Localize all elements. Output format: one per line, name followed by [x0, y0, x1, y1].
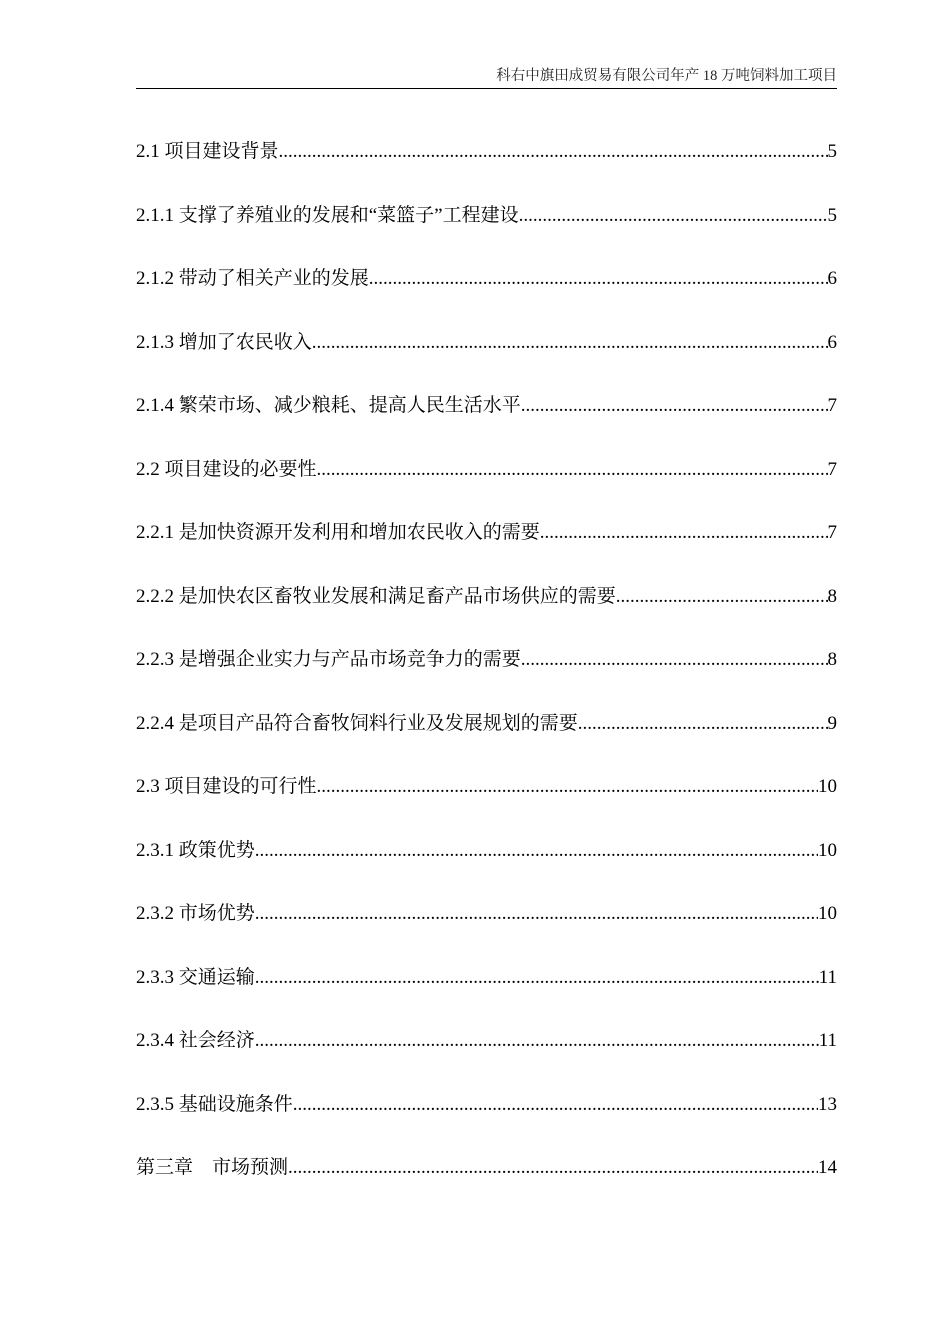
toc-entry-label: 第三章 市场预测 — [136, 1157, 289, 1178]
toc-dot-leader — [279, 135, 828, 169]
toc-entry-label: 2.3.2 市场优势 — [136, 903, 255, 924]
toc-dot-leader — [255, 897, 818, 931]
toc-page-number: 10 — [818, 839, 837, 861]
toc-page-number: 7 — [827, 395, 837, 416]
toc-entry[interactable] — [136, 389, 837, 453]
toc-page-number: 5 — [827, 141, 837, 162]
toc-entry-chapter[interactable] — [136, 1151, 837, 1215]
toc-page-number: 14 — [818, 1157, 837, 1178]
toc-dot-leader — [519, 199, 828, 233]
toc-dot-leader — [540, 516, 828, 550]
toc-entry[interactable] — [136, 834, 837, 898]
toc-entry[interactable] — [136, 1024, 837, 1088]
toc-entry[interactable] — [136, 643, 837, 707]
toc-entry-label: 2.1.4 繁荣市场、减少粮耗、提高人民生活水平 — [136, 395, 521, 416]
toc-dot-leader — [317, 770, 818, 804]
toc-dot-leader — [369, 262, 828, 296]
toc-page-number: 6 — [827, 331, 837, 353]
toc-dot-leader — [521, 389, 828, 423]
toc-page-number: 10 — [818, 776, 837, 797]
toc-entry-label: 2.1.2 带动了相关产业的发展 — [136, 268, 369, 289]
toc-dot-leader — [255, 834, 818, 868]
toc-entry[interactable] — [136, 897, 837, 961]
toc-entry-label: 2.3.4 社会经济 — [136, 1030, 255, 1051]
toc-entry[interactable] — [136, 453, 837, 517]
running-header: 科右中旗田成贸易有限公司年产 18 万吨饲料加工项目 — [496, 68, 837, 84]
toc-dot-leader — [578, 707, 828, 741]
toc-page-number: 13 — [818, 1093, 837, 1115]
toc-entry[interactable] — [136, 1088, 837, 1152]
toc-entry[interactable] — [136, 770, 837, 834]
toc-page-number: 7 — [827, 458, 837, 480]
toc-entry[interactable] — [136, 326, 837, 390]
toc-entry-label: 2.1.3 增加了农民收入 — [136, 331, 312, 353]
toc-page-number: 8 — [827, 585, 837, 607]
toc-page-number: 9 — [827, 712, 837, 734]
toc-entry[interactable] — [136, 262, 837, 326]
toc-entry-label: 2.2.2 是加快农区畜牧业发展和满足畜产品市场供应的需要 — [136, 585, 616, 607]
toc-dot-leader — [521, 643, 828, 677]
toc-dot-leader — [616, 580, 828, 614]
toc-page-number: 11 — [818, 1030, 837, 1051]
header-rule — [136, 88, 837, 89]
toc-entry-label: 2.3.3 交通运输 — [136, 966, 255, 988]
toc-entry-label: 2.2.1 是加快资源开发利用和增加农民收入的需要 — [136, 522, 540, 543]
toc-dot-leader — [288, 1151, 818, 1185]
toc-page-number: 8 — [827, 649, 837, 670]
toc-dot-leader — [255, 1024, 819, 1058]
toc-entry[interactable] — [136, 199, 837, 263]
toc-entry[interactable] — [136, 580, 837, 644]
toc-entry[interactable] — [136, 516, 837, 580]
toc-entry-label: 2.2.4 是项目产品符合畜牧饲料行业及发展规划的需要 — [136, 712, 578, 734]
toc-dot-leader — [293, 1088, 818, 1122]
toc-entry-label: 2.2 项目建设的必要性 — [136, 458, 317, 480]
toc-page-number: 6 — [827, 268, 837, 289]
toc-entry-label: 2.2.3 是增强企业实力与产品市场竞争力的需要 — [136, 649, 521, 670]
toc-entry-label: 2.1 项目建设背景 — [136, 141, 279, 162]
toc-page-number: 10 — [818, 903, 837, 924]
toc-entry-label: 2.3 项目建设的可行性 — [136, 776, 317, 797]
toc-dot-leader — [255, 961, 819, 995]
toc-entry-label: 2.1.1 支撑了养殖业的发展和“菜篮子”工程建设 — [136, 204, 519, 226]
toc-entry[interactable] — [136, 961, 837, 1025]
toc-entry-label: 2.3.1 政策优势 — [136, 839, 255, 861]
toc-dot-leader — [317, 453, 828, 487]
toc-entry[interactable] — [136, 135, 837, 199]
toc-entry-label: 2.3.5 基础设施条件 — [136, 1093, 293, 1115]
toc-page-number: 11 — [818, 966, 837, 988]
toc-entry[interactable] — [136, 707, 837, 771]
toc-dot-leader — [312, 326, 828, 360]
table-of-contents — [136, 135, 837, 1215]
toc-page-number: 7 — [827, 522, 837, 543]
toc-page-number: 5 — [827, 204, 837, 226]
